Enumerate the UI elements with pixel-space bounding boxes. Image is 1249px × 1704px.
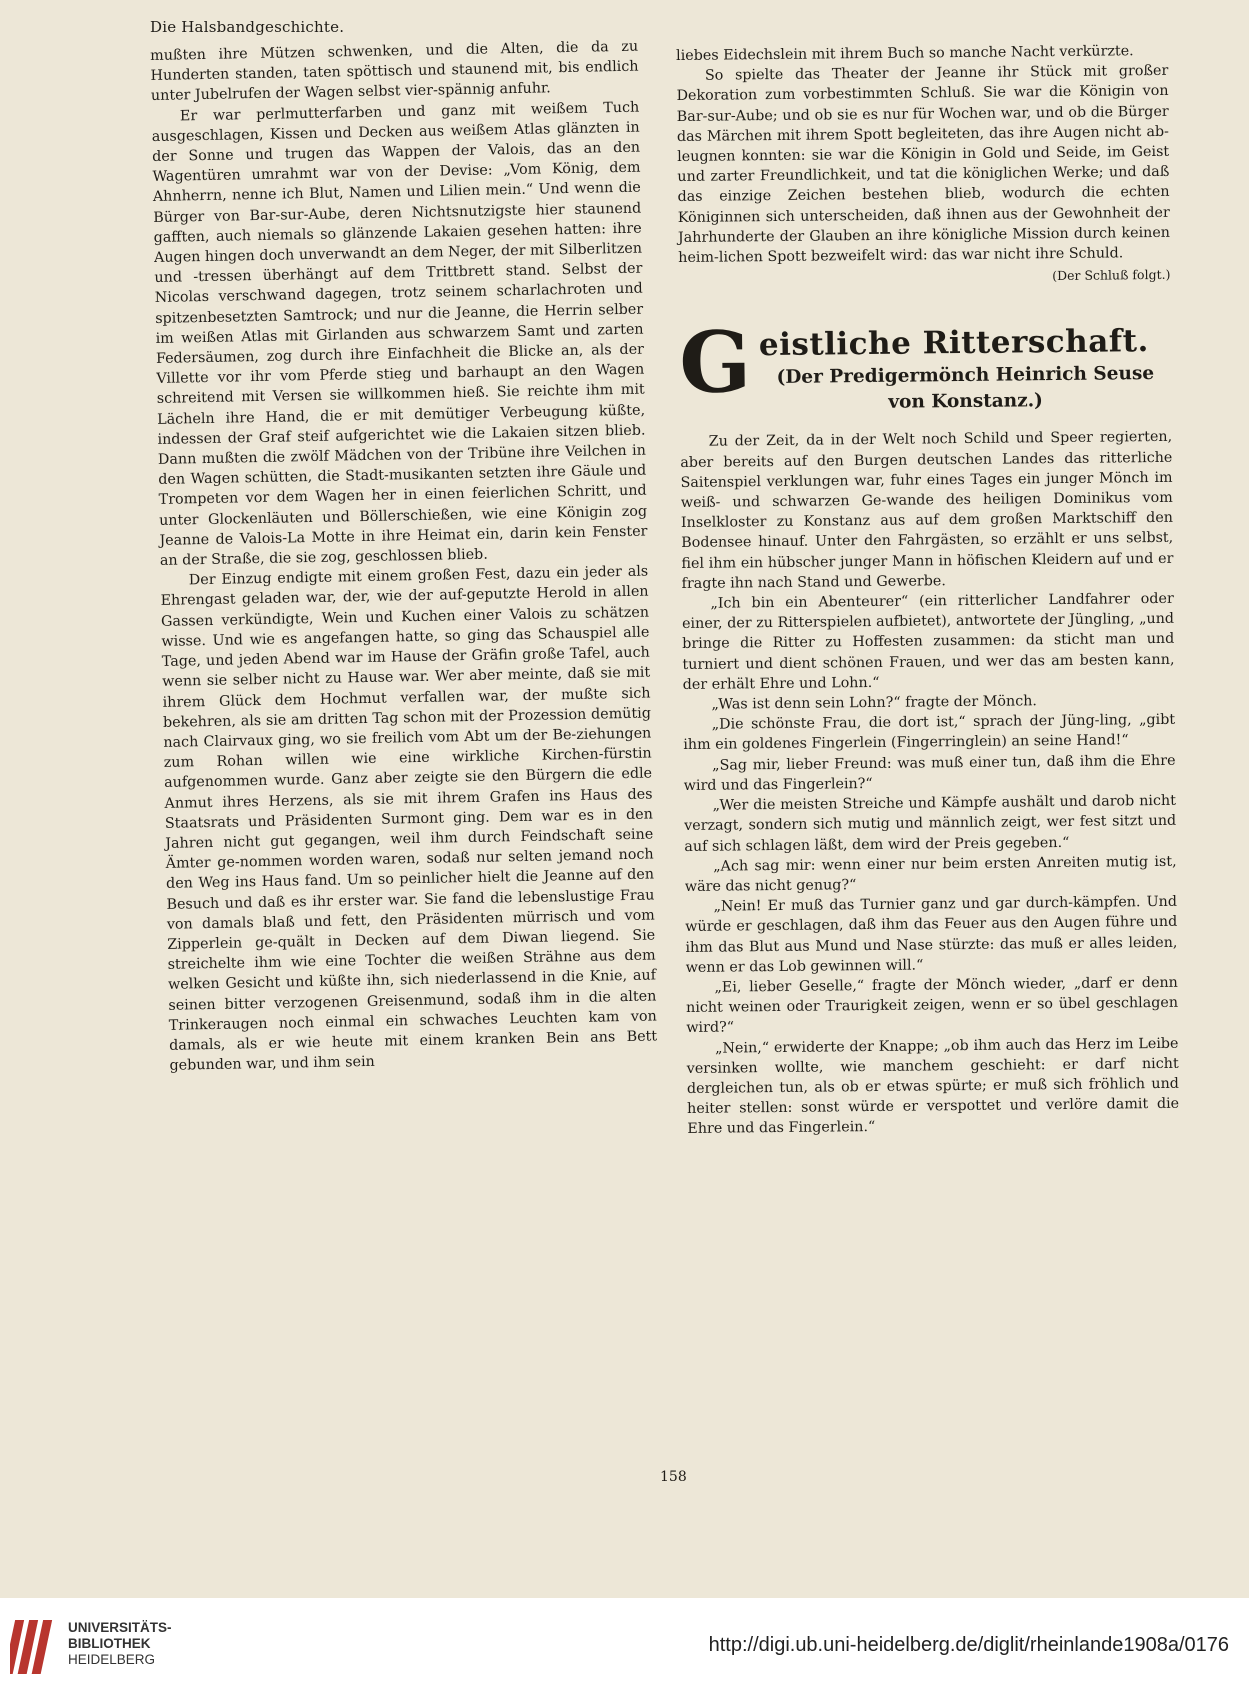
article-title: eistliche Ritterschaft. [758, 323, 1149, 364]
paragraph: mußten ihre Mützen schwenken, und die Alten, die da zu Hunderten standen, taten spöttisch und staunend mit, bis endlich unter Jubelrufen der Wagen selbst vier-spännig anfuhr. [150, 38, 639, 105]
paragraph: So spielte das Theater der Jeanne ihr Stück mit großer Dekoration zum vorbestimmten Schluß. Sie war die Königin von Bar-sur-Aube; und ob sie es nur für Wochen war, und ob die Bürger das Märchen mit ihrem Spott begleiteten, das ihre Augen nicht ab-leugnen konnten: sie war die Königin in Gold und Seide, im Geist und zarter Freundlichkeit, und tat die königlichen Werke; und daß das einzige Zeichen bestehen blieb, wodurch die echten Königinnen sich unterscheiden, daß ihnen aus der Gewohnheit der Jahrhunderte der Glauben an ihre königliche Mission durch keinen heim-lichen Spott bezweifelt wird: das war nicht ihre Schuld. [676, 63, 1171, 267]
paragraph: „Die schönste Frau, die dort ist,“ sprach der Jüng-ling, „gibt ihm ein goldenes Fingerlein (Fingerringlein) an seine Hand!“ [683, 712, 1176, 754]
university-logo-icon [10, 1616, 58, 1678]
left-column [150, 37, 658, 1077]
paragraph: „Nein! Er muß das Turnier ganz und gar durch-kämpfen. Und würde er geschlagen, daß ihm das Feuer aus den Augen führe und ihm das Blut aus Mund und Nase stürzte: das muß er alles leiden, wenn er das Lob gewinnen will.“ [685, 893, 1178, 976]
document-url[interactable]: http://digi.ub.uni-heidelberg.de/diglit/rheinlande1908a/0176 [708, 1634, 1229, 1656]
footer-bar [0, 1598, 1249, 1704]
paragraph: „Ich bin ein Abenteurer“ (ein ritterlicher Landfahrer oder einer, der zu Ritterspielen aufbietet), antwortete der Jüngling, „und bringe die Ritter zu Hoffesten zusammen: da sticht man und turniert und dient schönen Frauen, und wer das am besten kann, der erhält Ehre und Lohn.“ [681, 590, 1175, 693]
library-name-line: UNIVERSITÄTS- [68, 1620, 172, 1635]
paragraph: „Ei, lieber Geselle,“ fragte der Mönch wieder, „darf er denn nicht weinen oder Traurigkeit zeigen, wenn er so übel geschlagen wird?“ [685, 974, 1179, 1037]
running-head: Die Halsbandgeschichte. [150, 18, 345, 36]
paragraph: liebes Eidechslein mit ihrem Buch so manche Nacht verkürzte. [676, 43, 1134, 64]
library-name-line: BIBLIOTHEK [68, 1636, 151, 1651]
right-column [676, 41, 1179, 1140]
library-name-line: HEIDELBERG [68, 1652, 156, 1667]
drop-cap: G [678, 312, 752, 413]
paragraph: Zu der Zeit, da in der Welt noch Schild und Speer regierten, aber bereits auf den Burgen deutschen Landes das ritterliche Saitenspiel verklungen war, fuhr eines Tages ein junger Mönch im weiß- und schwarzen Ge-wande des heiligen Dominikus vom Inselkloster zu Konstanz aus auf dem großen Marktschiff den Bodensee hinauf. Unter den Fahrgästen, so erzählt er uns selbst, fiel ihm ein hübscher junger Mann in höfischen Kleidern auf und er fragte ihn nach Stand und Gewerbe. [680, 429, 1174, 592]
paragraph: „Ach sag mir: wenn einer nur beim ersten Anreiten mutig ist, wäre das nicht genug?“ [684, 853, 1177, 895]
article-headline [678, 312, 1172, 418]
continuation-note: (Der Schluß folgt.) [1052, 267, 1171, 284]
paragraph: „Was ist denn sein Lohn?“ fragte der Mönch. [711, 693, 1038, 713]
paragraph: „Nein,“ erwiderte der Knappe; „ob ihm auch das Herz im Leibe versinken wollte, wie manchem geschieht: er darf nicht dergleichen tun, als ob er etwas spürte; er muß sich fröhlich und heiter stellen: sonst würde er verspottet und verlöre damit die Ehre und das Fingerlein.“ [686, 1035, 1180, 1138]
library-name [68, 1620, 172, 1668]
paragraph: Der Einzug endigte mit einem großen Fest, dazu ein jeder als Ehrengast geladen war, der, wie der auf-geputzte Herold in allen Gassen verkündigte, Wein und Kuchen einer Valois zu schätzen wisse. Und wie es angefangen hatte, so ging das Schauspiel alle Tage, und jeden Abend war im Hause der Gräfin große Tafel, auch wenn sie selber nicht zu Hause war. Wer aber meinte, daß sie mit ihrem Glück dem Hochmut verfallen war, der mußte sich bekehren, als sie am dritten Tag schon mit der Prozession demütig nach Clairvaux ging, wo sie freilich vom Abt um der Be-ziehungen zum Rohan willen wie eine wirkliche Kirchen-fürstin aufgenommen wurde. Ganz aber zeigte sie den Bürgern die edle Anmut ihres Herzens, als sie mit ihrem Grafen ins Haus des Staatsrats und Präsidenten Surmont ging. Dem war es in den Jahren nicht gut gegangen, weil ihm durch Feindschaft seine Ämter ge-nommen worden waren, sodaß nur selten jemand noch den Weg ins Haus fand. Um so peinlicher hielt die Jeanne auf den Besuch und daß es ihr erster war. Sie fand die lebenslustige Frau von damals blaß und fett, den Präsidenten mürrisch und vom Zipperlein ge-quält in Decken auf dem Diwan liegend. Sie streichelte ihm wie eine Tochter die weißen Strähne aus dem welken Gesicht und küßte ihn, sich niederlassend in die Knie, auf seinen bitter verzogenen Greisenmund, sodaß ihm in die alten Trinkeraugen noch einmal ein schwaches Leuchten kam von damals, als er wie heute mit einem kranken Bein ans Bett gebunden war, und ihm sein [160, 563, 658, 1074]
page-number: 158 [660, 1469, 687, 1485]
paragraph: „Wer die meisten Streiche und Kämpfe aushält und darob nicht verzagt, sondern sich mutig und männlich zeigt, wer fest sitzt und auf sich schlagen läßt, dem wird der Preis gegeben.“ [684, 792, 1177, 855]
paragraph: „Sag mir, lieber Freund: was muß einer tun, daß ihm die Ehre wird und das Fingerlein?“ [683, 752, 1176, 794]
paragraph: Er war perlmutterfarben und ganz mit weißem Tuch ausgeschlagen, Kissen und Decken aus weißem Atlas glänzten in der Sonne und trugen das Wappen der Valois, das an den Wagentüren umrahmt war von der Devise: „Vom König, dem Ahnherrn, nenne ich Blut, Namen und Lilien mein.“ Und wenn die Bürger von Bar-sur-Aube, deren Nichtsnutzigste hier staunend gafften, auch niemals so glänzende Lakaien gesehen hatten: ihre Augen hingen doch unverwandt an dem Neger, der mit Silberlitzen und -tressen überhängt auf dem Trittbrett stand. Selbst der Nicolas verschwand dagegen, trotz seinem scharlachroten und spitzenbesetzten Samtrock; und nur die Jeanne, die Herrin selber im weißen Atlas mit Girlanden aus schwarzem Samt und zarten Federsäumen, zog durch ihre Einfachheit die Blicke an, als der Villette vor ihr vom Pferde stieg und barhaupt an den Wagen schreitend mit Versen sie willkommen hieß. Sie reichte ihm mit Lächeln ihre Hand, die er mit demütiger Verbeugung küßte, indessen der Graf steif aufgerichtet wie die Lakaien sitzen blieb. Dann mußten die zwölf Mädchen von der Tribüne ihre Veilchen in den Wagen schütten, die Stadt-musikanten setzten ihre Gäule und Trompeten vor dem Wagen her in einen feierlichen Schritt, und unter Glockenläuten und Böllerschießen, wie eine Königin zog Jeanne de Valois-La Motte in ihre Heimat ein, darin kein Fenster an der Straße, die sie zog, geschlossen blieb. [151, 99, 648, 569]
article-subtitle: (Der Predigermönch Heinrich Seuse von Konstanz.) [776, 363, 1155, 414]
